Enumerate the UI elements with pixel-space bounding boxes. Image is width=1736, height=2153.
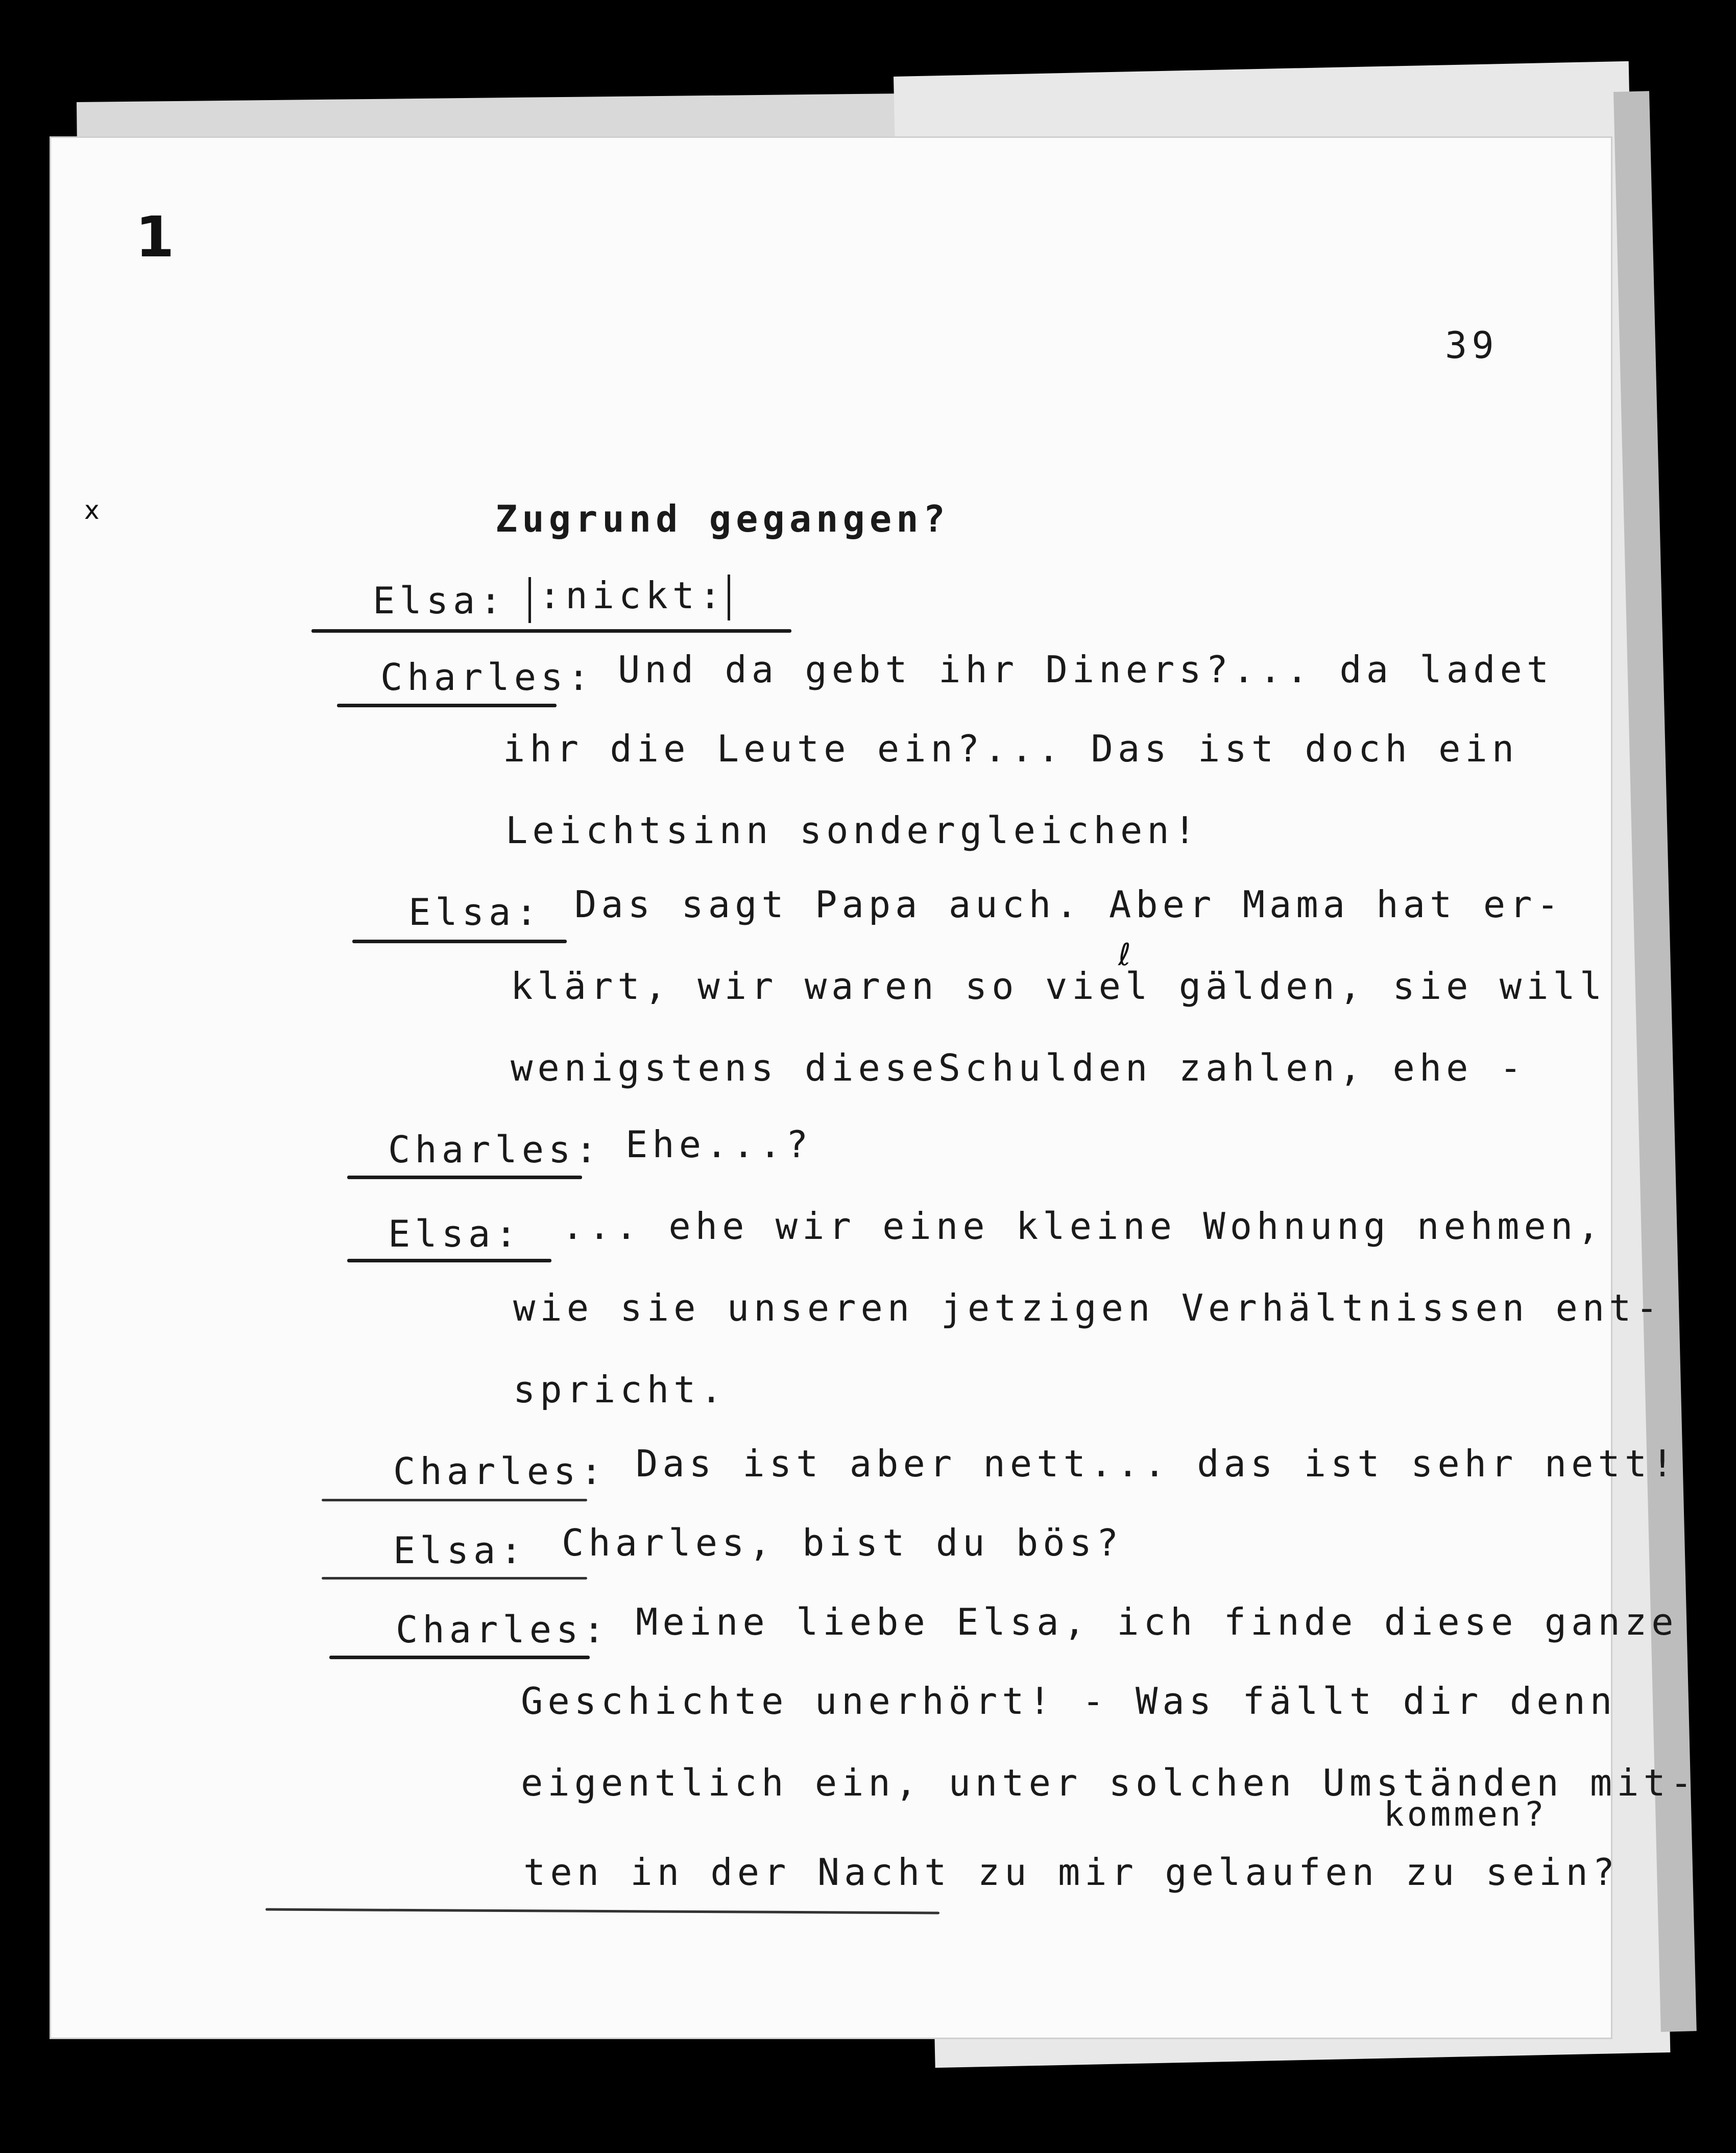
text-line-bold: Zugrund gegangen? bbox=[495, 497, 950, 540]
dialogue-line: wenigstens dieseSchulden zahlen, ehe - bbox=[511, 1046, 1527, 1089]
typed-insertion: kommen? bbox=[1384, 1795, 1548, 1834]
speaker-label: Elsa: bbox=[373, 579, 507, 622]
speaker-label: Charles: bbox=[393, 1450, 607, 1493]
dialogue-line: wie sie unseren jetzigen Verhältnissen ent- bbox=[513, 1286, 1662, 1329]
speaker-label: Elsa: bbox=[388, 1212, 522, 1255]
handwritten-correction: ℓ bbox=[1118, 937, 1131, 973]
dialogue-line: Das sagt Papa auch. Aber Mama hat er- bbox=[574, 883, 1563, 926]
bracket-mark bbox=[528, 577, 531, 623]
speaker-underline bbox=[347, 1259, 551, 1262]
speaker-label: Charles: bbox=[388, 1128, 602, 1171]
speaker-underline bbox=[352, 940, 567, 943]
speaker-underline bbox=[322, 1577, 587, 1580]
corner-mark: 1 bbox=[135, 204, 175, 270]
dialogue-line: eigentlich ein, unter solchen Umständen mit- bbox=[521, 1761, 1697, 1804]
margin-mark: x bbox=[84, 495, 100, 525]
dialogue-line: klärt, wir waren so viel gälden, sie will bbox=[511, 965, 1607, 1008]
dialogue-line: Leichtsinn sondergleichen! bbox=[505, 809, 1201, 852]
stage-direction: :nickt: bbox=[539, 574, 726, 617]
dialogue-line: Das ist aber nett... das ist sehr nett! bbox=[636, 1442, 1678, 1485]
speaker-underline bbox=[337, 704, 557, 707]
dialogue-line: ten in der Nacht zu mir gelaufen zu sein? bbox=[523, 1851, 1620, 1894]
speaker-underline bbox=[311, 629, 791, 633]
dialogue-line: ... ehe wir eine kleine Wohnung nehmen, bbox=[562, 1205, 1604, 1248]
dialogue-line: Meine liebe Elsa, ich finde diese ganze bbox=[636, 1600, 1678, 1643]
speaker-underline bbox=[329, 1656, 590, 1659]
dialogue-line: spricht. bbox=[513, 1368, 727, 1411]
dialogue-line: Charles, bist du bös? bbox=[562, 1521, 1123, 1564]
speaker-label: Charles: bbox=[396, 1608, 610, 1651]
dialogue-line: Geschichte unerhört! - Was fällt dir denn bbox=[521, 1680, 1617, 1723]
dialogue-line: Und da gebt ihr Diners?... da ladet bbox=[618, 648, 1554, 691]
dialogue-line: Ehe...? bbox=[625, 1123, 813, 1166]
speaker-label: Charles: bbox=[380, 656, 594, 699]
end-rule bbox=[266, 1908, 939, 1915]
speaker-underline bbox=[322, 1499, 587, 1501]
speaker-underline bbox=[347, 1176, 582, 1179]
speaker-label: Elsa: bbox=[393, 1529, 527, 1572]
bracket-mark bbox=[728, 575, 730, 620]
text-line bbox=[495, 497, 950, 540]
dialogue-line: ihr die Leute ein?... Das ist doch ein bbox=[503, 727, 1519, 770]
page-number: 39 bbox=[1445, 324, 1499, 367]
speaker-label: Elsa: bbox=[408, 891, 542, 934]
typescript-page bbox=[51, 138, 1697, 2038]
